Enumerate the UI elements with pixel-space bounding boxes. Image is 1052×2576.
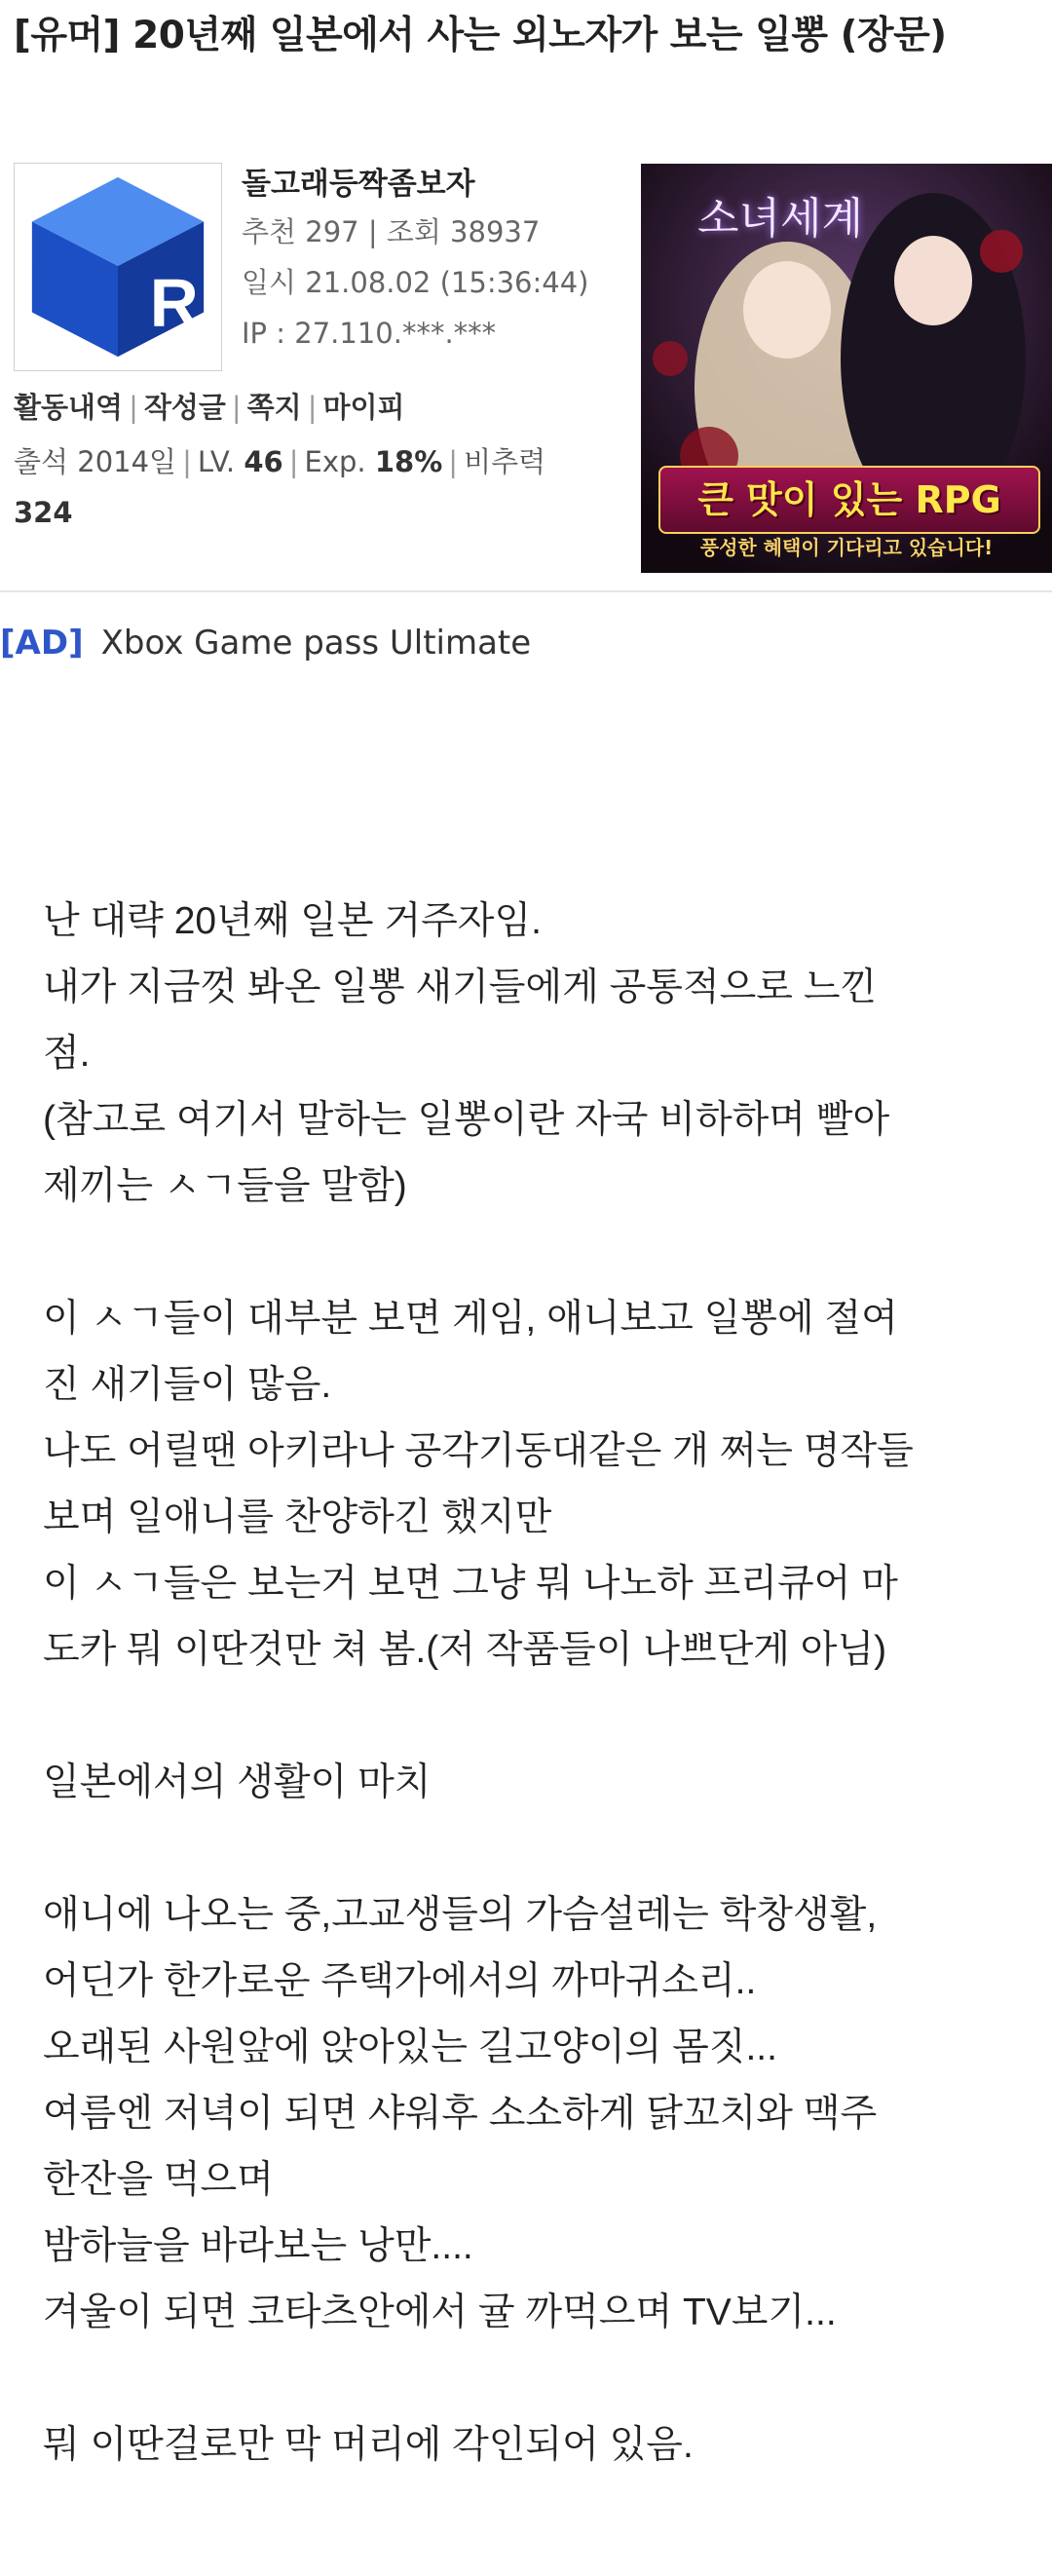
paragraph-gap bbox=[43, 2346, 1017, 2412]
author-nickname[interactable]: 돌고래등짝좀보자 bbox=[242, 167, 475, 202]
link-message[interactable]: 쪽지 bbox=[246, 391, 302, 424]
attendance: 출석 2014일 bbox=[14, 445, 177, 478]
paragraph-gap bbox=[43, 1684, 1017, 1750]
paragraph-gap bbox=[43, 1816, 1017, 1882]
link-activity[interactable]: 활동내역 bbox=[14, 391, 124, 424]
post-recommend-views: 추천 297 | 조회 38937 bbox=[242, 215, 541, 248]
post-ip: IP : 27.110.***.*** bbox=[242, 317, 497, 350]
paragraph-gap bbox=[43, 1220, 1017, 1286]
body-paragraph: 일본에서의 생활이 마치 bbox=[43, 1762, 432, 1803]
link-mypi[interactable]: 마이피 bbox=[322, 391, 405, 424]
divider: | bbox=[448, 445, 459, 478]
body-paragraph: 뭐 이딴걸로만 막 머리에 각인되어 있음. bbox=[43, 2424, 694, 2466]
game-ad-banner[interactable] bbox=[641, 164, 1052, 573]
exp-label: Exp. bbox=[304, 445, 366, 478]
author-links bbox=[14, 386, 405, 426]
header-divider bbox=[0, 590, 1052, 592]
divider: | bbox=[182, 445, 192, 478]
level-label: LV. bbox=[197, 445, 236, 478]
body-paragraph: 애니에 나오는 중,고교생들의 가슴설레는 학창생활, 어딘가 한가로운 주택가에서의 까마귀소리.. 오래된 사원앞에 앉아있는 길고양이의 몸짓... 여름엔 저녁이 되면 샤워후 소소하게 닭꼬치와 맥주 한잔을 먹으며 밤하늘을 바라보는 낭만.... 겨울이 되면 코타츠안에서 귤 까먹으며 TV보기... bbox=[43, 1894, 878, 2333]
ad-text: Xbox Game pass Ultimate bbox=[100, 624, 532, 663]
body-paragraph: 이 ㅅㄱ들이 대부분 보면 게임, 애니보고 일뽕에 절여 진 새기들이 많음. 나도 어릴땐 아키라나 공각기동대같은 개 쩌는 명작들 보며 일애니를 찬양하긴 했지만 이 ㅅㄱ들은 보는거 보면 그냥 뭐 나노하 프리큐어 마 도카 뭐 이딴것만 쳐 봄.(저 작품들이 나쁘단게 아님) bbox=[43, 1298, 914, 1671]
ratio-label: 비추력 bbox=[464, 445, 546, 478]
svg-text:R: R bbox=[149, 264, 199, 341]
divider: | bbox=[231, 391, 242, 424]
ad-tag: [AD] bbox=[0, 624, 84, 663]
post-date: 일시 21.08.02 (15:36:44) bbox=[242, 266, 589, 299]
banner-headline: 큰 맛이 있는 RPG bbox=[658, 466, 1040, 534]
exp-value: 18% bbox=[374, 445, 443, 478]
author-avatar[interactable] bbox=[14, 163, 222, 371]
text-ad[interactable] bbox=[0, 624, 531, 663]
avatar-cube-icon bbox=[15, 164, 221, 370]
divider: | bbox=[129, 391, 138, 424]
banner-subtext: 풍성한 혜택이 기다리고 있습니다! bbox=[699, 536, 994, 559]
banner-logo: 소녀세계 bbox=[697, 194, 864, 244]
link-posts[interactable]: 작성글 bbox=[143, 391, 226, 424]
body-paragraph: 난 대략 20년째 일본 거주자임. 내가 지금껏 봐온 일뽕 새기들에게 공통적으로 느낀 점. (참고로 여기서 말하는 일뽕이란 자국 비하하며 빨아 제끼는 ㅅㄱ들을 말함) bbox=[43, 900, 890, 1207]
divider: | bbox=[307, 391, 318, 424]
post-body bbox=[43, 889, 1017, 2479]
level-value: 46 bbox=[244, 445, 283, 478]
author-info bbox=[242, 162, 588, 359]
divider: | bbox=[288, 445, 299, 478]
author-stats bbox=[14, 436, 618, 538]
ratio-value: 324 bbox=[14, 496, 73, 529]
post-title: [유머] 20년째 일본에서 사는 외노자가 보는 일뽕 (장문) bbox=[14, 14, 947, 57]
